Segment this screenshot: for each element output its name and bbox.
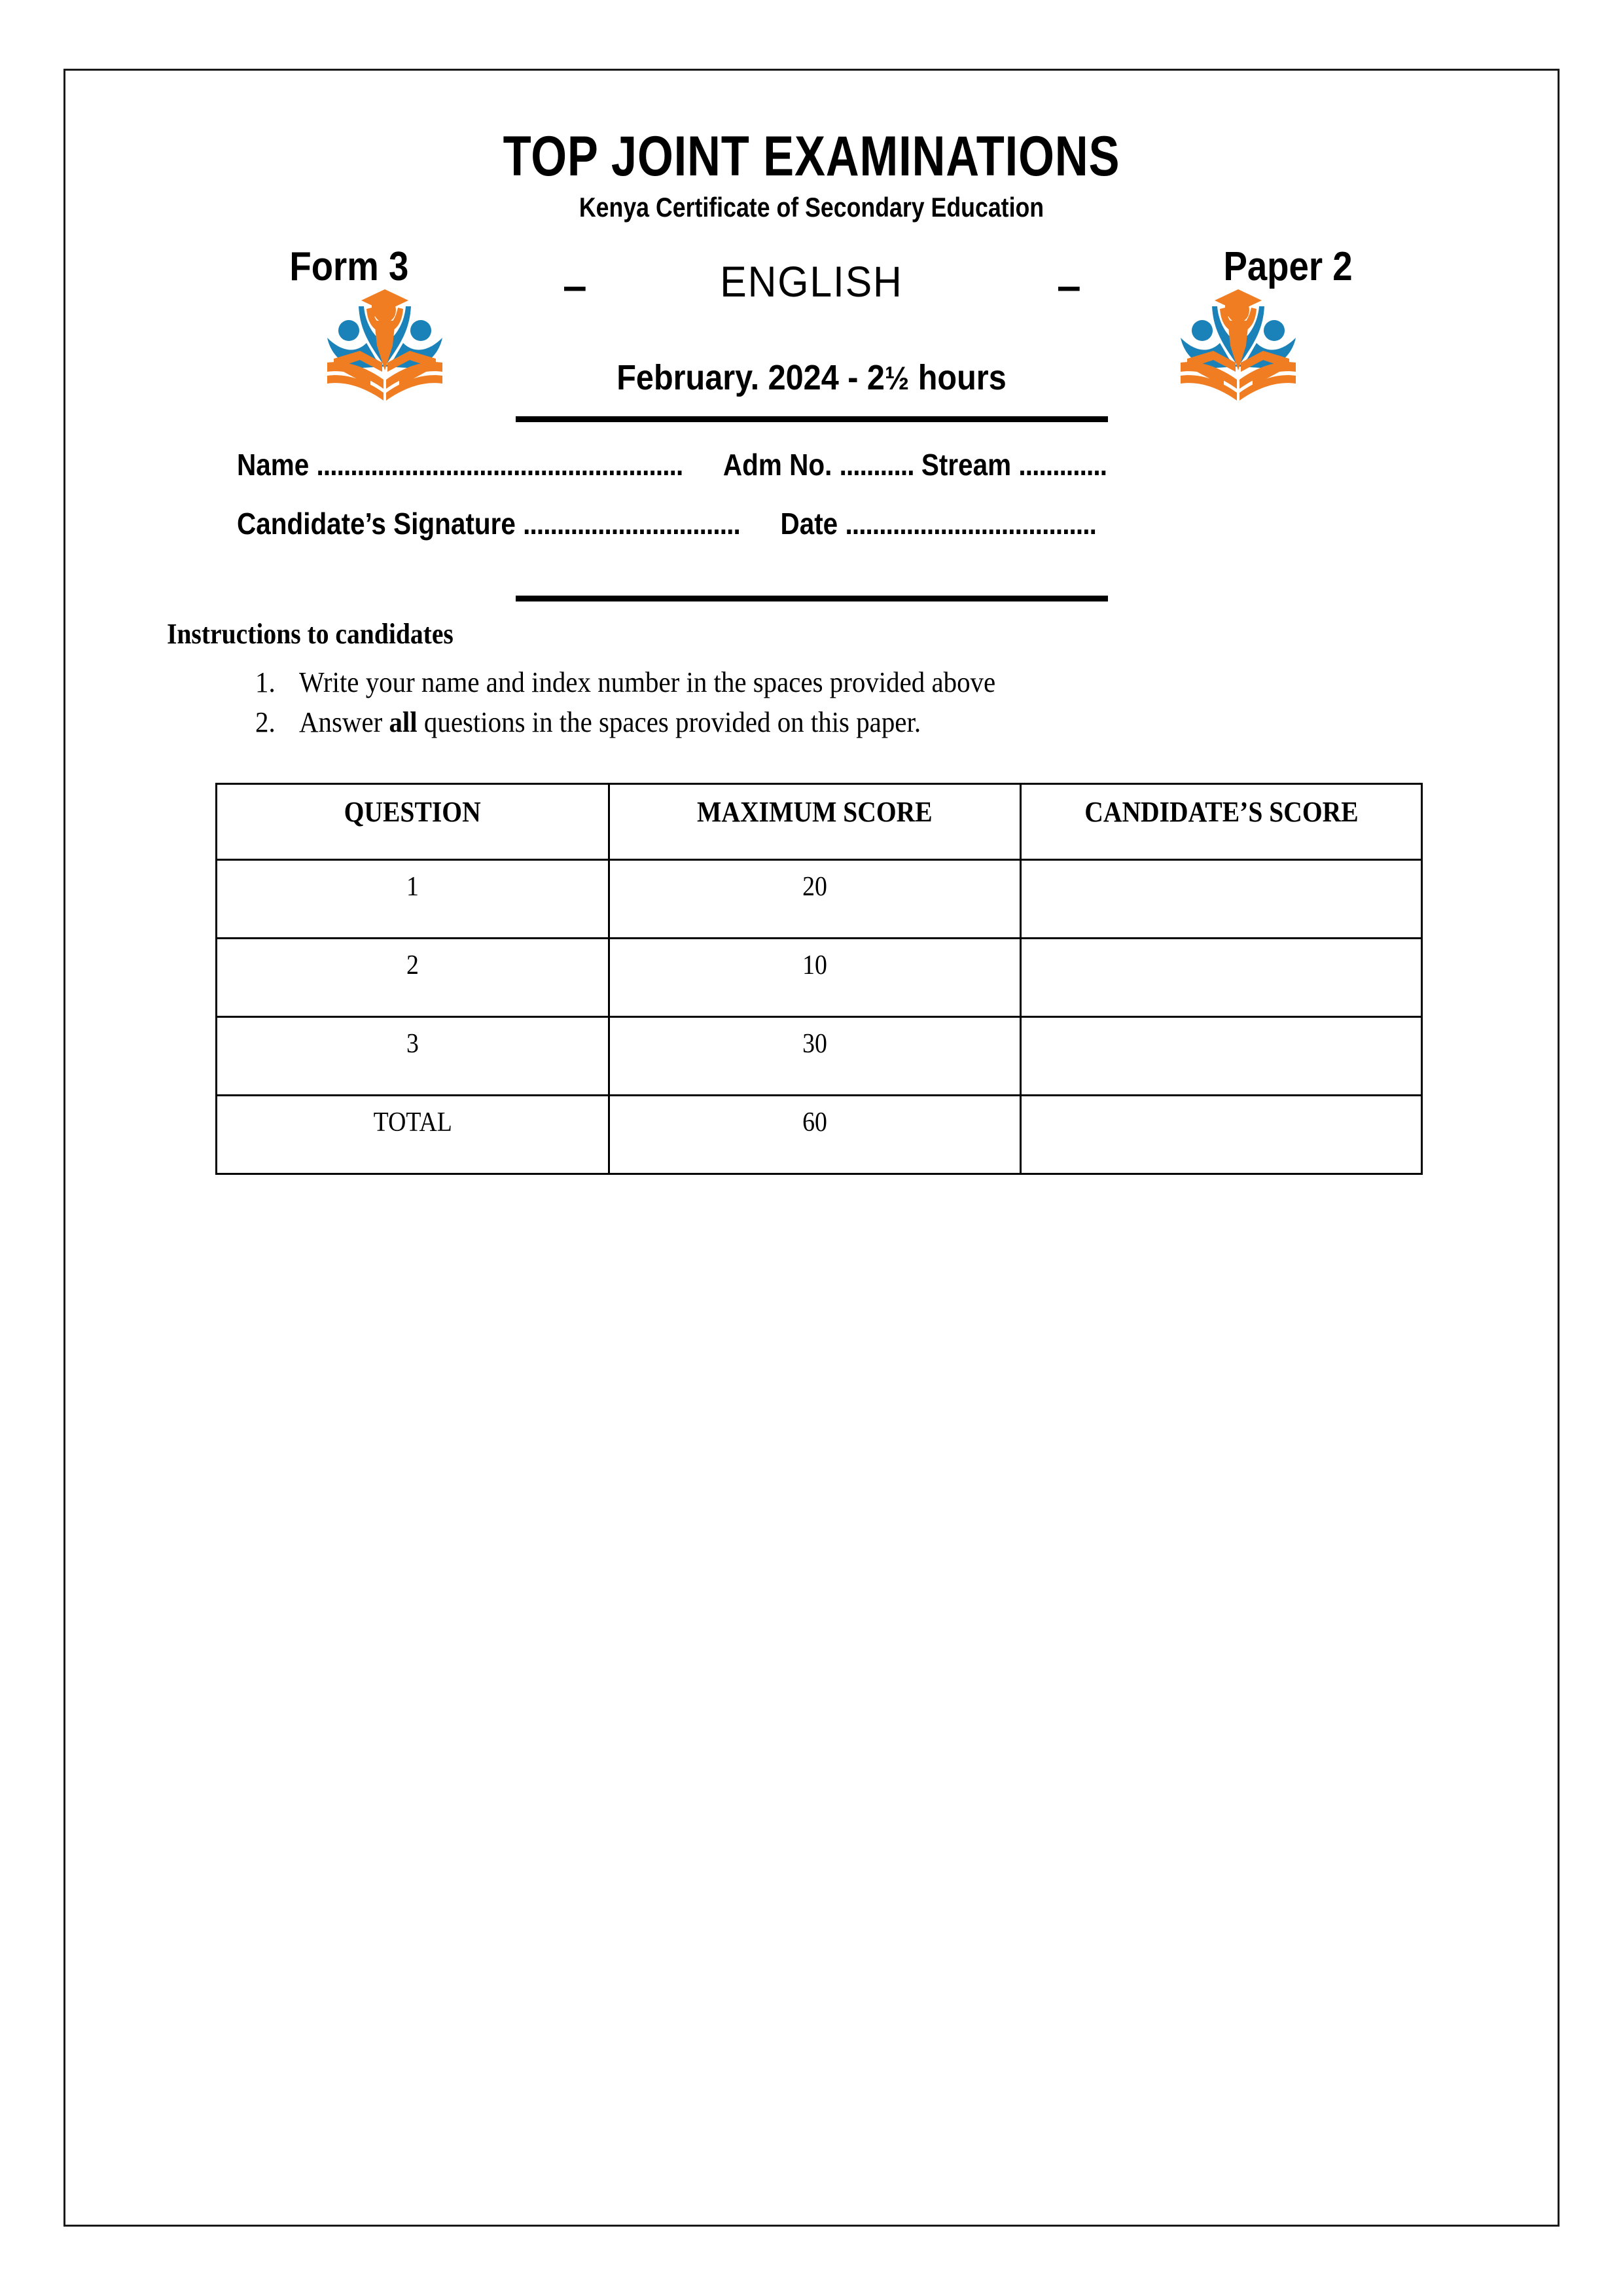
- education-logo-right: [1173, 280, 1304, 411]
- column-header-question: QUESTION: [217, 784, 609, 860]
- cell-candidate-score[interactable]: [1021, 860, 1422, 939]
- stream-label: Stream: [921, 448, 1012, 482]
- adm-no-dots[interactable]: ...........: [839, 448, 914, 482]
- cell-maximum-score: 30: [609, 1017, 1021, 1096]
- cell-question: 2: [217, 939, 609, 1017]
- instruction-text-2-bold: all: [389, 706, 418, 738]
- instructions-heading: Instructions to candidates: [167, 618, 454, 650]
- score-summary-table: [215, 783, 1423, 1175]
- exam-title: TOP JOINT EXAMINATIONS: [503, 125, 1120, 188]
- name-label: Name: [237, 448, 310, 482]
- cell-candidate-score[interactable]: [1021, 939, 1422, 1017]
- table-row: [217, 860, 1422, 939]
- column-header-candidate-score: CANDIDATE’S SCORE: [1021, 784, 1422, 860]
- adm-no-label: Adm No.: [722, 448, 832, 482]
- name-dots[interactable]: ......................................................: [316, 448, 683, 482]
- instruction-item-2: [255, 703, 1351, 743]
- subject-label: ENGLISH: [720, 257, 903, 306]
- exam-duration-fraction: ½: [884, 360, 910, 397]
- instruction-text-2-before: Answer: [298, 706, 389, 738]
- candidate-name-line[interactable]: [237, 447, 1245, 482]
- date-label: Date: [780, 507, 838, 541]
- cell-question: 1: [217, 860, 609, 939]
- dash-right: –: [1057, 261, 1081, 310]
- education-logo-left: [319, 280, 450, 411]
- cell-question: TOTAL: [217, 1096, 609, 1174]
- table-row: [217, 939, 1422, 1017]
- header-rule-bottom: [516, 596, 1108, 601]
- signature-label: Candidate’s Signature: [237, 507, 516, 541]
- signature-dots[interactable]: ................................: [523, 507, 740, 541]
- instructions-list: [255, 663, 1433, 742]
- cell-maximum-score: 10: [609, 939, 1021, 1017]
- candidate-signature-line[interactable]: [237, 506, 1245, 541]
- table-row: [217, 1096, 1422, 1174]
- cell-candidate-score[interactable]: [1021, 1017, 1422, 1096]
- exam-subtitle: Kenya Certificate of Secondary Education: [579, 192, 1044, 223]
- cell-maximum-score: 60: [609, 1096, 1021, 1174]
- cell-maximum-score: 20: [609, 860, 1021, 939]
- stream-dots[interactable]: .............: [1018, 448, 1107, 482]
- instruction-item-1: [255, 663, 1351, 703]
- column-header-maximum-score: MAXIMUM SCORE: [609, 784, 1021, 860]
- level-subject-row: [65, 232, 1558, 330]
- table-row: [217, 1017, 1422, 1096]
- header-rule-top: [516, 416, 1108, 422]
- date-dots[interactable]: .....................................: [845, 507, 1097, 541]
- instruction-text-1: Write your name and index number in the spaces provided above: [298, 666, 996, 698]
- instruction-number-1: 1.: [255, 666, 276, 698]
- dash-left: –: [563, 261, 587, 310]
- exam-duration-suffix: hours: [909, 358, 1007, 397]
- exam-header: [65, 71, 1558, 398]
- exam-date-prefix: February. 2024 - 2: [616, 358, 885, 397]
- form-label: Form 3: [289, 244, 409, 289]
- cell-candidate-score[interactable]: [1021, 1096, 1422, 1174]
- instruction-number-2: 2.: [255, 706, 276, 738]
- instruction-text-2-after: questions in the spaces provided on this paper.: [417, 706, 921, 738]
- table-header-row: [217, 784, 1422, 860]
- paper-label: Paper 2: [1223, 244, 1353, 289]
- exam-page-frame: [63, 69, 1560, 2227]
- cell-question: 3: [217, 1017, 609, 1096]
